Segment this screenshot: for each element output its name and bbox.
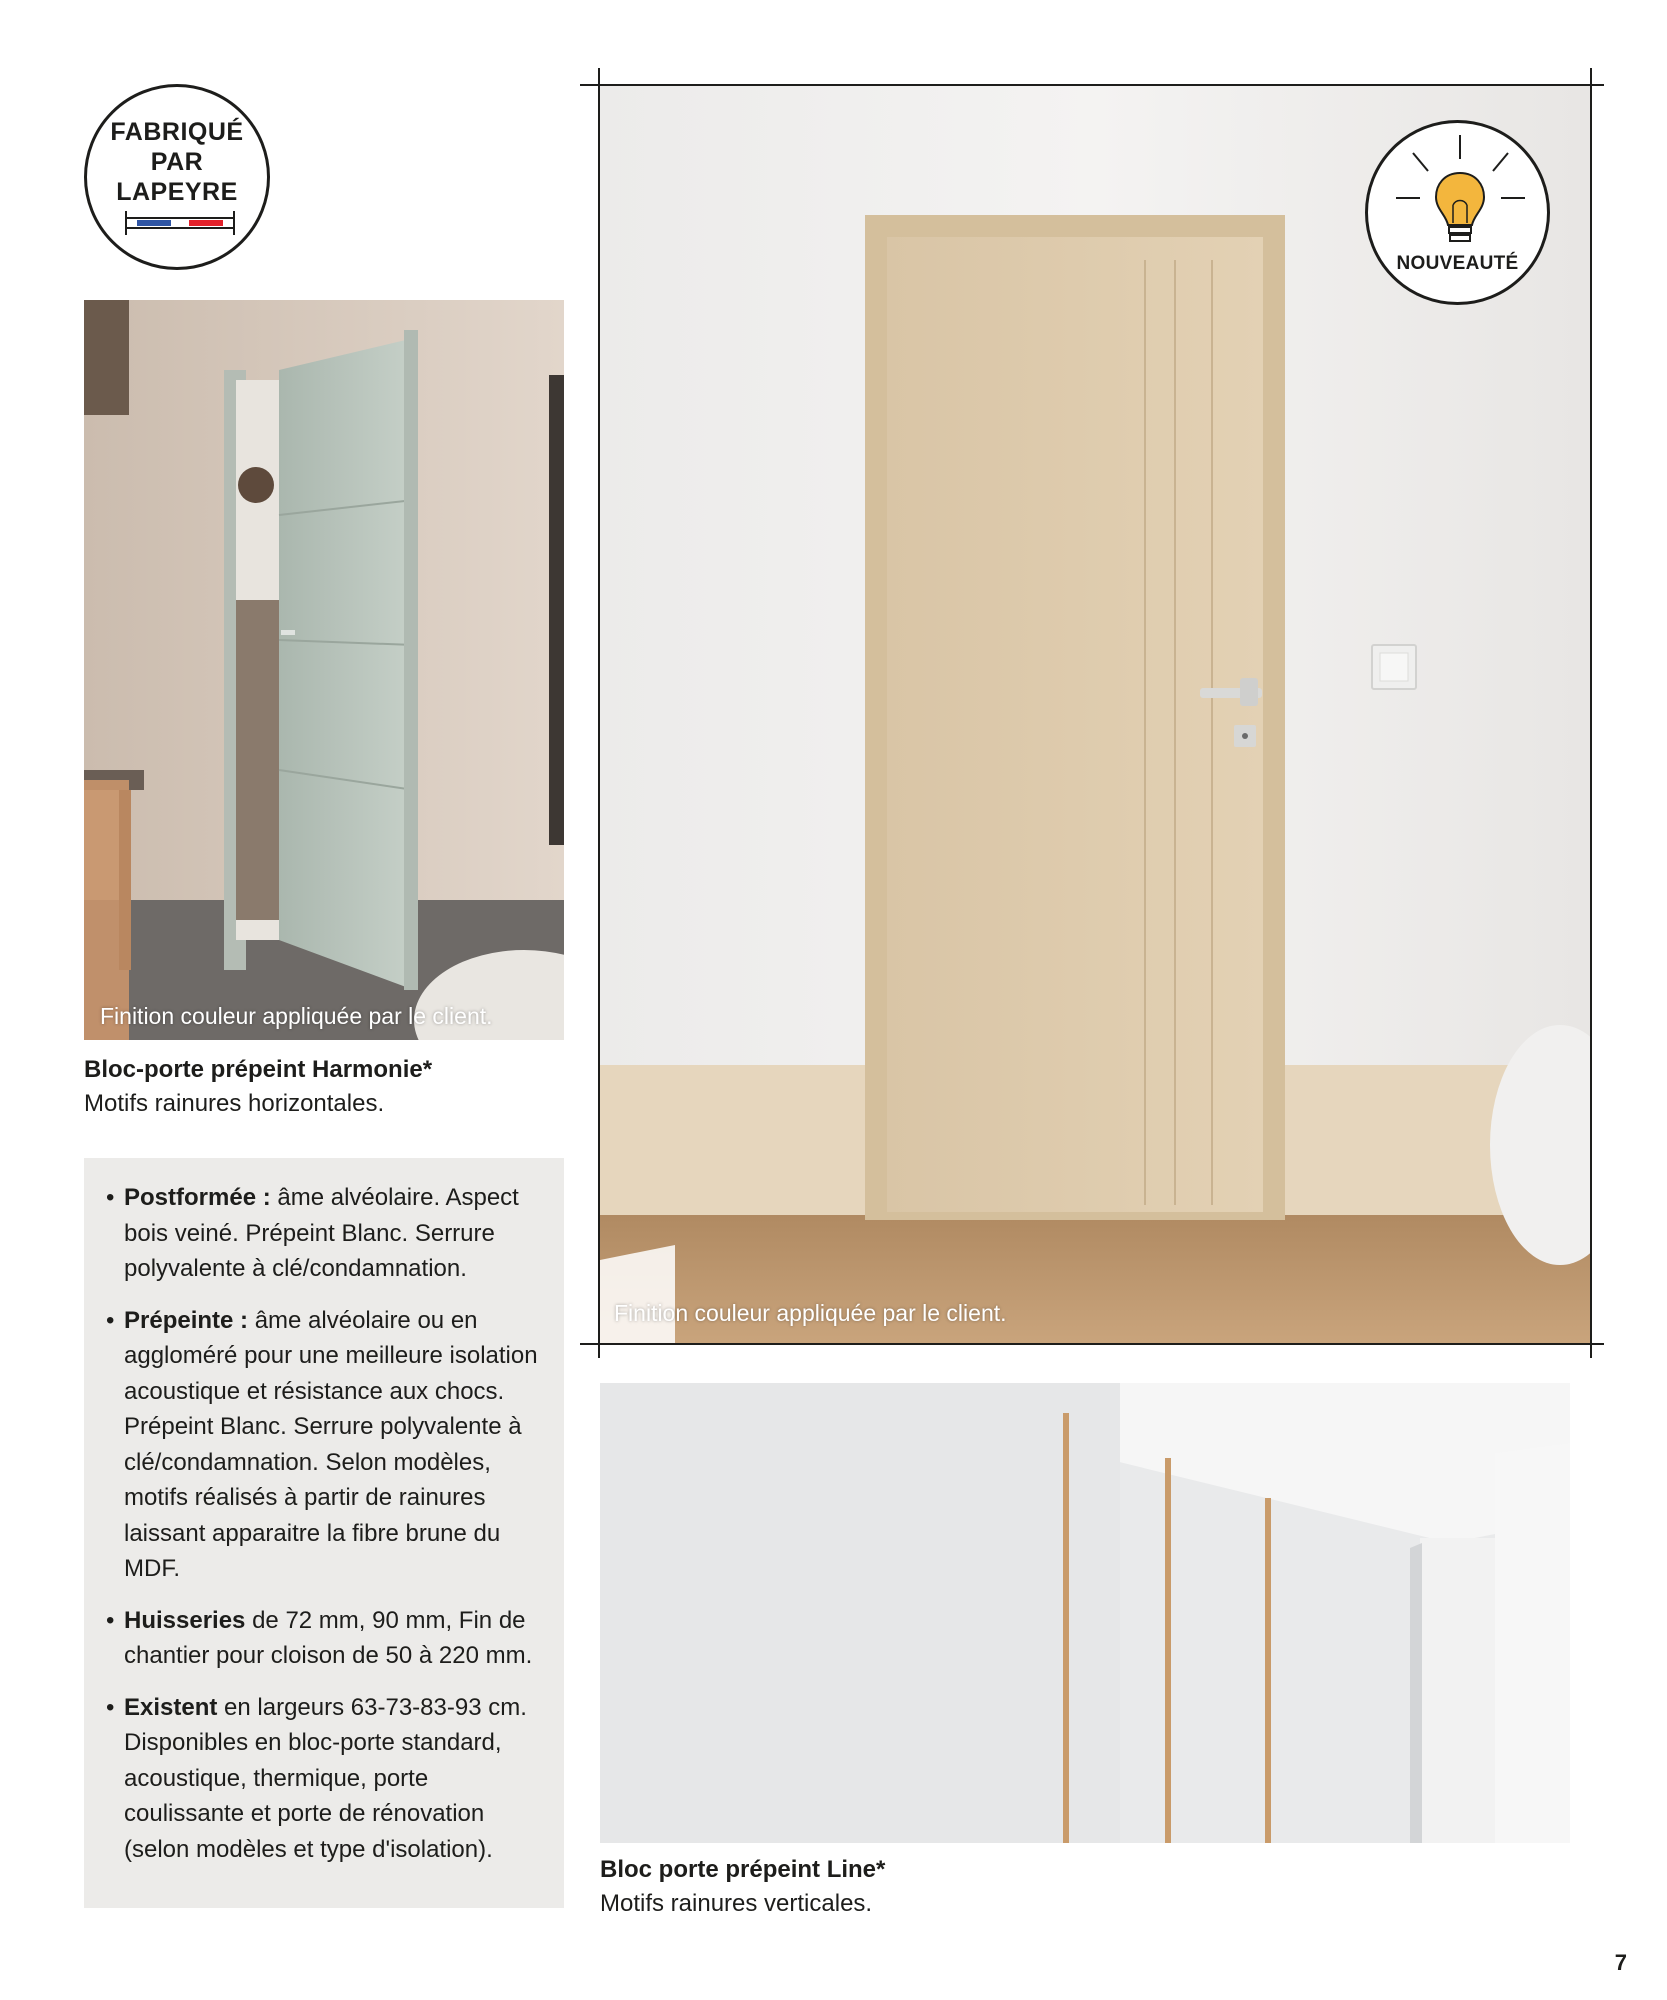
harmonie-door-photo (84, 300, 564, 1040)
spec-huisseries (106, 1603, 546, 1674)
spec-text: en largeurs 63-73-83-93 cm. Disponibles en bloc-porte standard, acoustique, thermique, porte coulissante et porte de rénovation (selon modèles et type d'isolation). (124, 1693, 527, 1863)
badge-line-2: PAR (150, 148, 204, 176)
line-subtitle: Motifs rainures verticales. (600, 1890, 873, 1917)
page-number: 7 (1614, 1950, 1627, 1975)
spec-postformee (106, 1180, 546, 1287)
crop-mark (1590, 68, 1592, 1358)
specifications-box (84, 1158, 564, 1908)
spec-existent (106, 1690, 546, 1868)
crop-mark (580, 84, 1604, 86)
crop-mark (598, 68, 600, 1358)
badge-text (87, 117, 267, 207)
spec-label: Huisseries (124, 1606, 246, 1634)
spec-text: de 72 mm, 90 mm, Fin de chantier pour cloison de 50 à 220 mm. (124, 1606, 533, 1669)
new-product-badge (1365, 120, 1550, 305)
spec-label: Existent (124, 1693, 218, 1721)
spec-text: âme alvéolaire. Aspect bois veiné. Prépeint Blanc. Serrure polyvalente à clé/condamnation. (124, 1184, 519, 1282)
harmonie-subtitle: Motifs rainures horizontales. (84, 1090, 385, 1117)
french-flag-icon (125, 217, 235, 229)
line-title: Bloc porte prépeint Line* (600, 1856, 886, 1883)
main-photo-caption: Finition couleur appliquée par le client. (614, 1300, 1007, 1326)
spec-label: Postformée : (124, 1184, 271, 1211)
harmonie-photo-caption: Finition couleur appliquée par le client. (100, 1003, 493, 1029)
line-door-detail-photo (600, 1383, 1570, 1843)
new-badge-label: NOUVEAUTÉ (1396, 253, 1519, 274)
made-by-lapeyre-badge (84, 84, 270, 270)
badge-line-1: FABRIQUÉ (110, 118, 244, 146)
lightbulb-icon (1368, 123, 1553, 308)
spec-label: Prépeinte : (124, 1306, 249, 1334)
spec-text: âme alvéolaire ou en aggloméré pour une meilleure isolation acoustique et résistance aux chocs. Prépeint Blanc. Serrure polyvalente à clé/condamnation. Selon modèles, motifs réalisés à partir de rainures laissant apparaitre la fibre brune du MDF. (124, 1306, 538, 1582)
badge-line-3: LAPEYRE (116, 178, 238, 206)
spec-prepeinte (106, 1303, 546, 1587)
crop-mark (580, 1343, 1604, 1345)
harmonie-title: Bloc-porte prépeint Harmonie* (84, 1056, 433, 1083)
